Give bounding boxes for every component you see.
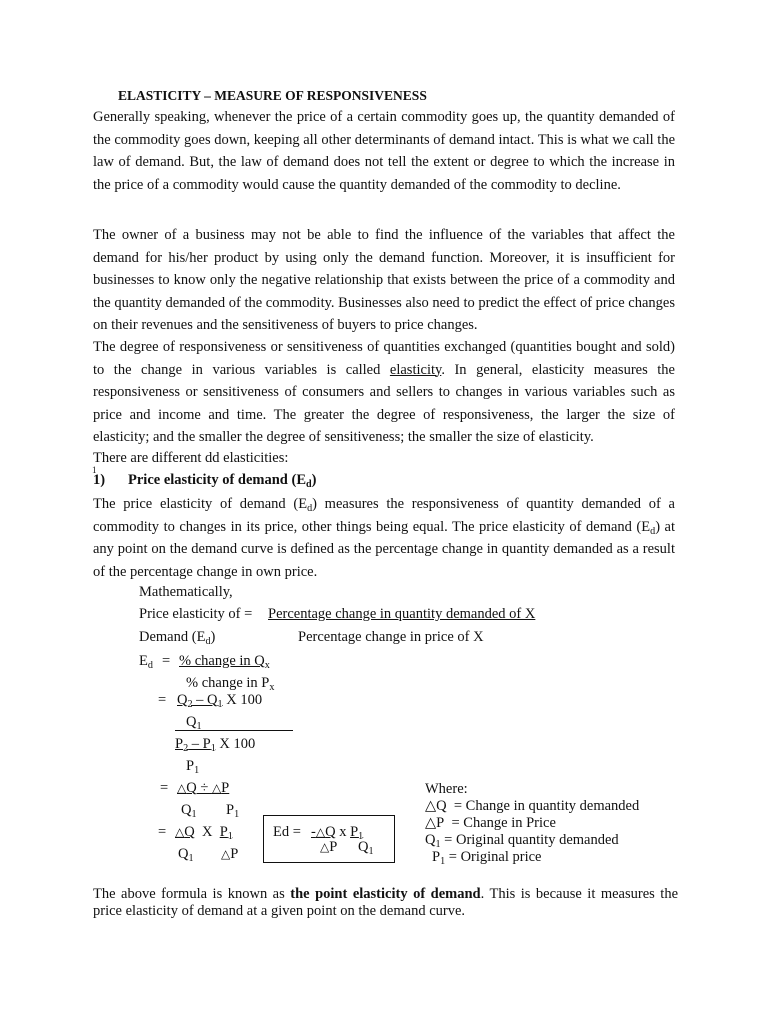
point-elasticity-term: the point elasticity of demand xyxy=(290,886,481,902)
f1-equals: = xyxy=(158,692,167,708)
demand-label: Demand $(E_d)$ xyxy=(139,629,216,647)
box-den-dp: △P xyxy=(320,839,338,855)
f2-numerator: $P_2 - P_1$ X 100 xyxy=(175,736,256,754)
ed-symbol: $E_d$ xyxy=(139,653,153,671)
f3-den-q: $Q_1$ xyxy=(181,802,197,820)
delta-icon: △ xyxy=(315,825,326,839)
types-intro: There are different dd elasticities: xyxy=(93,450,289,466)
paragraph-elasticity-definition: The degree of responsiveness or sensitiveness of quantities exchanged (quantities bought and sold) to the change in various variables is called elasticity. In general, elasticity measures the responsiveness or sensitiveness of consumers and sellers to changes in various variables such as price and income and time. The greater the degree of responsiveness, the larger the size of elasticity; and the smaller the degree of sensitiveness; the smaller the size of elasticity. xyxy=(93,339,675,445)
section-number: 1) xyxy=(93,472,106,488)
ed-equals: = xyxy=(162,653,171,669)
delta-icon: △ xyxy=(211,781,222,795)
f2-denominator: $P_1$ xyxy=(186,758,200,776)
f4-den-dp: △P xyxy=(221,846,239,862)
f1-denominator: $Q_1$ xyxy=(186,714,202,732)
f3-equals: = xyxy=(160,780,169,796)
delta-icon: △ xyxy=(175,825,185,839)
stray-mark: 1 xyxy=(92,465,97,475)
ed-numerator: % change in $Q_x$ xyxy=(179,653,270,671)
where-label: Where: xyxy=(425,781,468,797)
paragraph-business-owner: The owner of a business may not be able to find the influence of the variables that affect the demand for his/her product by using only the demand function. Moreover, it is insufficient for businesses to know only the negative relationship that exists between the price of a commodity and the quantity demanded of the commodity. Businesses also need to predict the effect of price changes on their revenues and the sensitiveness of buyers to price changes. xyxy=(93,227,675,333)
pe-denominator: Percentage change in price of X xyxy=(298,629,484,645)
delta-icon: △ xyxy=(320,840,330,854)
box-lhs: Ed = xyxy=(273,824,301,840)
delta-icon: △ xyxy=(177,781,187,795)
where-item-p1: $P_1$ = Original price xyxy=(432,849,542,867)
f4-den-q: $Q_1$ xyxy=(178,846,194,864)
pe-numerator: Percentage change in quantity demanded of X xyxy=(268,606,536,622)
paragraph-point-elasticity: The above formula is known as the point elasticity of demand. This is because it measures the price elasticity of demand at a given point on the demand curve. xyxy=(93,886,679,919)
f1-numerator: $Q_2 - Q_1$ X 100 xyxy=(177,692,263,710)
page-title: ELASTICITY – MEASURE OF RESPONSIVENESS xyxy=(118,88,427,103)
fraction-bar xyxy=(175,730,293,731)
f4-numerator: △Q X $P_1$ xyxy=(175,824,233,842)
mathematically-label: Mathematically, xyxy=(139,584,233,600)
delta-icon: △ xyxy=(221,847,231,861)
section-title: Price elasticity of demand $(E_d)$ xyxy=(128,472,317,490)
f4-equals: = xyxy=(158,824,167,840)
f3-den-p: $P_1$ xyxy=(226,802,240,820)
where-item-dp: △P = Change in Price xyxy=(425,815,556,831)
paragraph-law-of-demand: Generally speaking, whenever the price of a certain commodity goes up, the quantity demanded of the commodity goes down, keeping all other determinants of demand intact. This is what we call the law of demand. But, the law of demand does not tell the extent or degree to which the increase in the price of a commodity would cause the quantity demanded of the commodity to decline. xyxy=(93,109,676,193)
elasticity-term: elasticity xyxy=(389,361,442,378)
where-item-q1: $Q_1$ = Original quantity demanded xyxy=(425,832,619,850)
pe-label: Price elasticity of = xyxy=(139,606,253,622)
where-item-dq: △Q = Change in quantity demanded xyxy=(425,798,640,814)
ed-denominator: % change in $P_x$ xyxy=(186,675,275,693)
box-den-q: $Q_1$ xyxy=(358,839,374,857)
box-numerator: -△Q x $P_1$ xyxy=(311,824,364,842)
f3-numerator: △Q ÷ △P xyxy=(177,780,230,796)
paragraph-price-elasticity: The price elasticity of demand $(E_d)$ measures the responsiveness of quantity demanded of a commodity to changes in its price, other things being equal. The price elasticity of demand $(E_d)$ at any point on the demand curve is defined as the percentage change in quantity demanded as a result of the percentage change in own price. xyxy=(93,496,675,580)
